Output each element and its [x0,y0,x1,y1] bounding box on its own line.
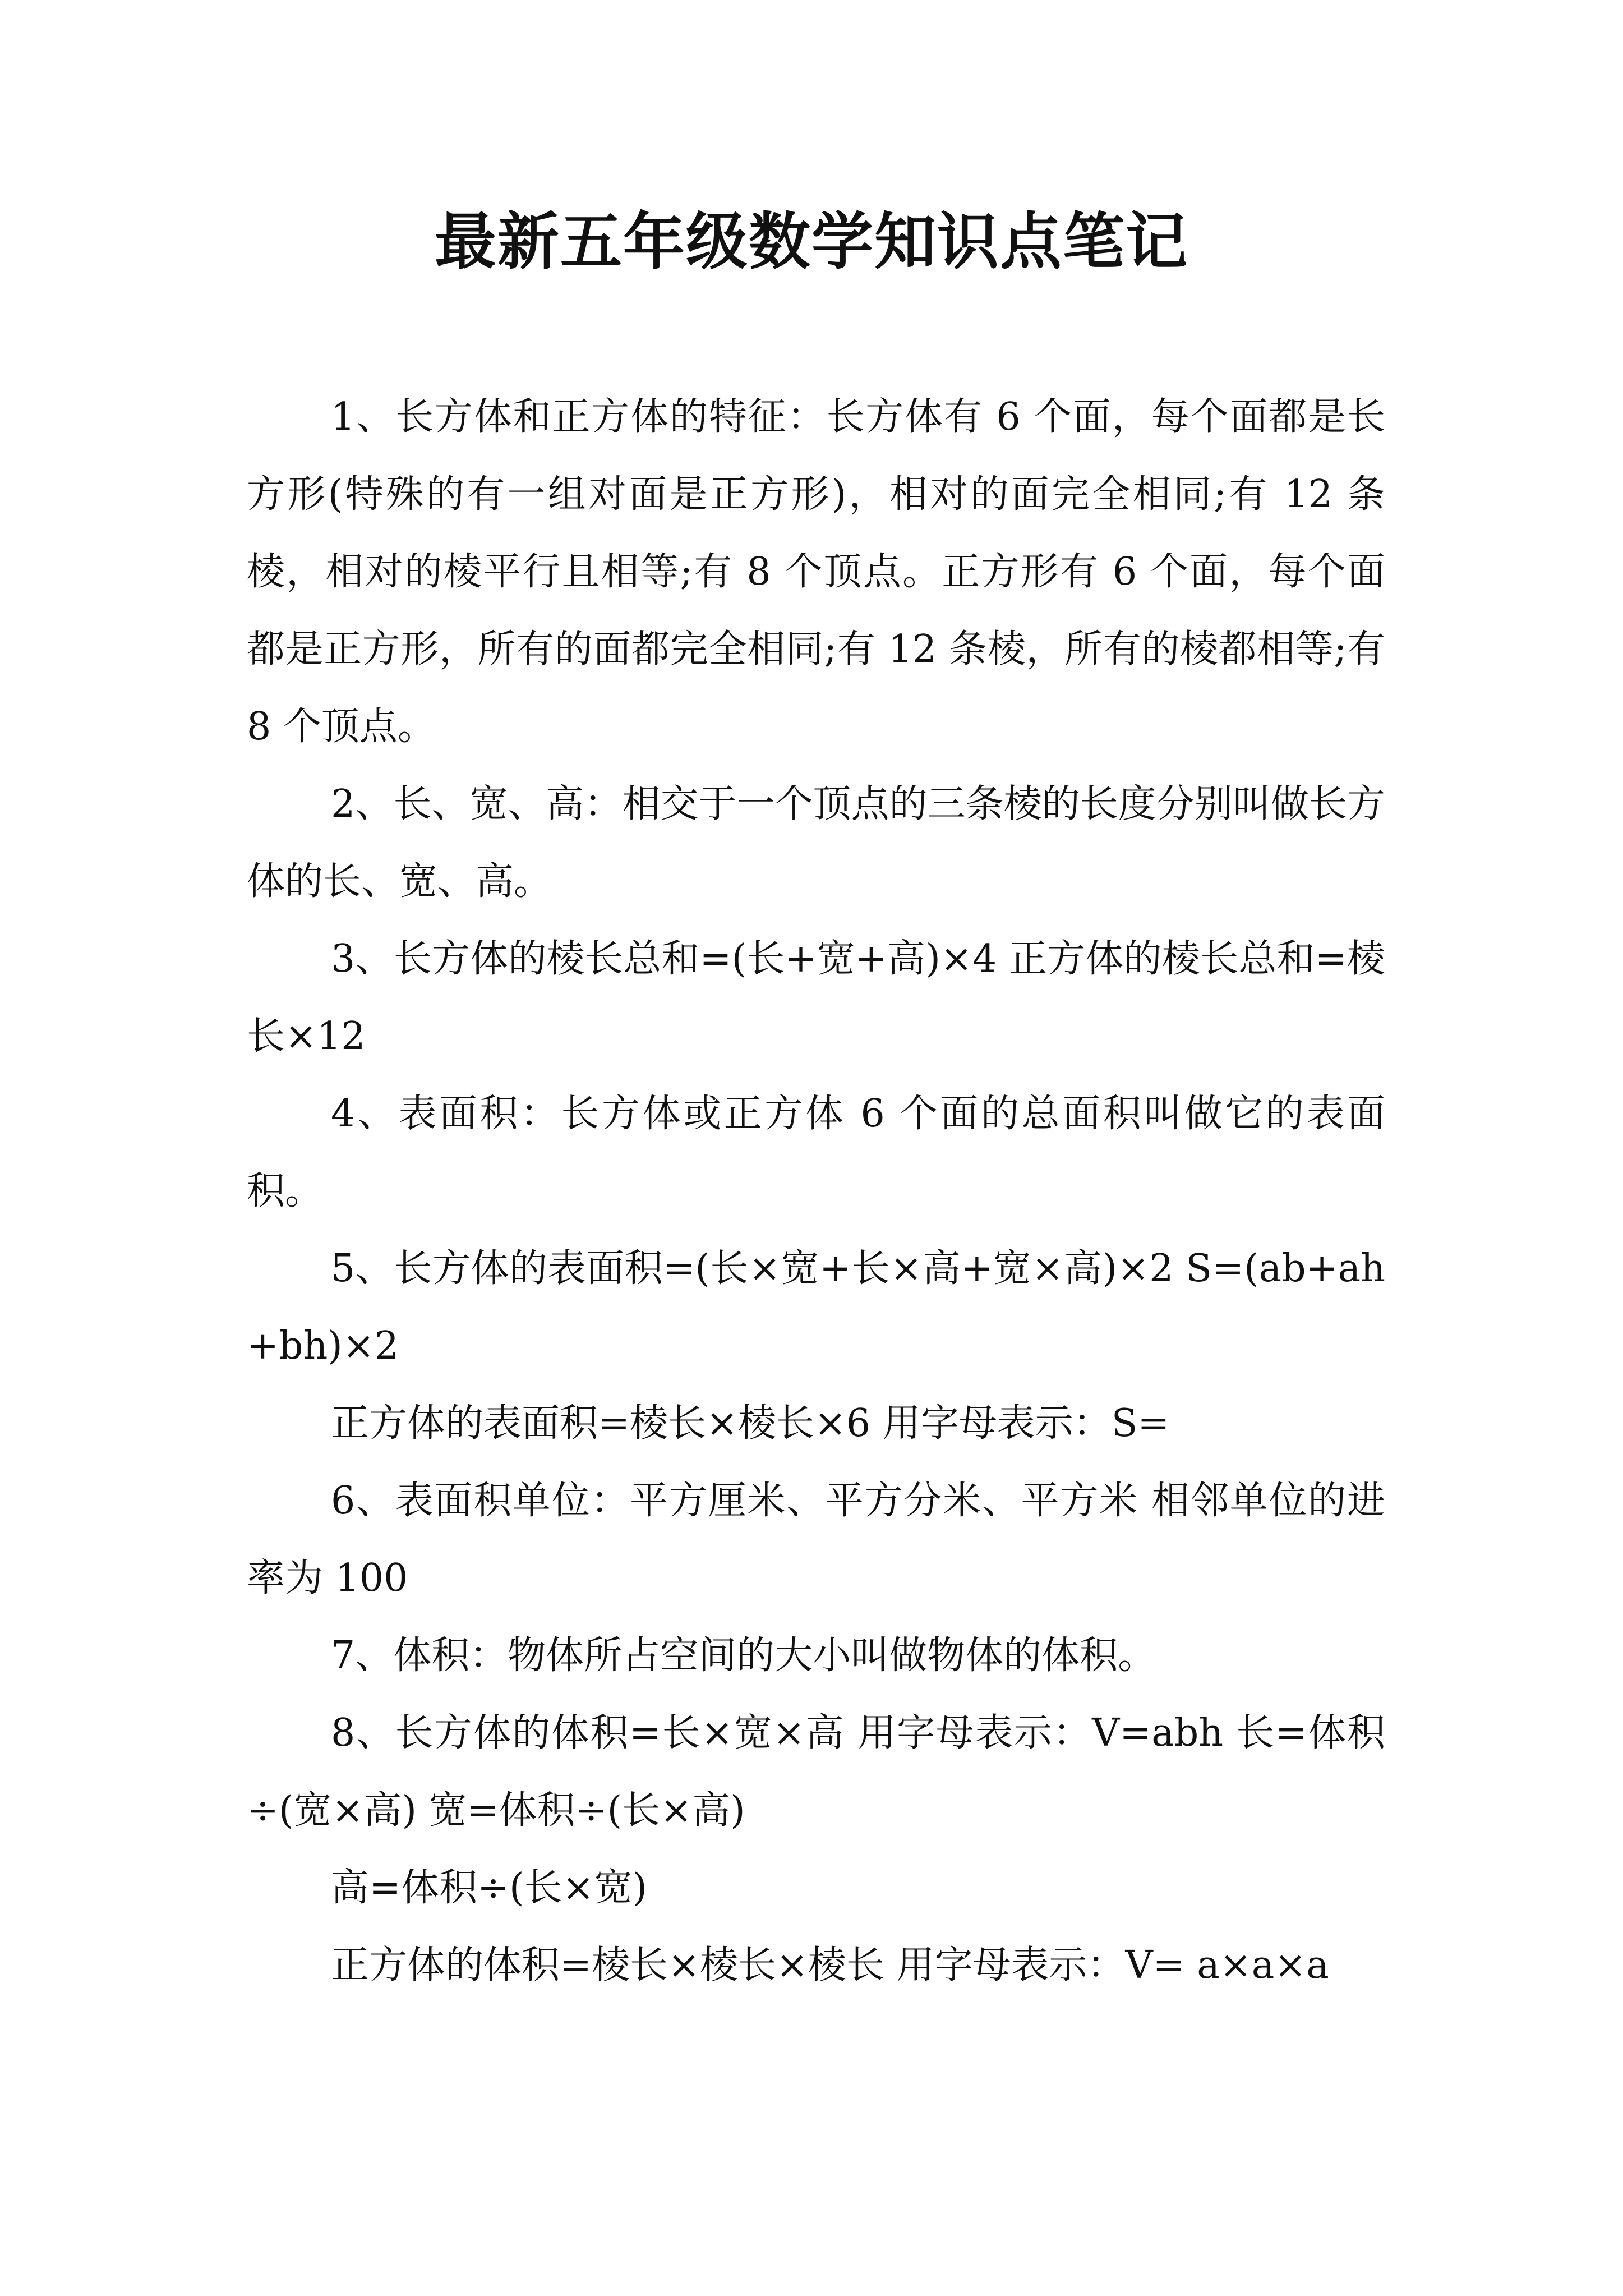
document-title: 最新五年级数学知识点笔记 [435,205,1188,278]
paragraph-8: 8、长方体的体积=长×宽×高 用字母表示：V=abh 长=体积÷(宽×高) 宽=体积÷(长×高) [247,1711,1385,1833]
paragraph-8-height-formula: 高=体积÷(长×宽) [331,1866,647,1910]
paragraph-5-cube-surface: 正方体的表面积=棱长×棱长×6 用字母表示：S= [331,1401,1170,1446]
paragraph-2: 2、长、宽、高：相交于一个顶点的三条棱的长度分别叫做长方体的长、宽、高。 [247,782,1385,904]
paragraph-1: 1、长方体和正方体的特征：长方体有 6 个面，每个面都是长方形(特殊的有一组对面是正方形)，相对的面完全相同;有 12 条棱，相对的棱平行且相等;有 8 个顶点。正方形有 6 个面，每个面都是正方形，所有的面都完全相同;有 12 条棱，所有的棱都相等;有 8 个顶点。 [247,395,1385,749]
paragraph-3: 3、长方体的棱长总和=(长+宽+高)×4 正方体的棱长总和=棱长×12 [247,937,1385,1059]
paragraph-7: 7、体积：物体所占空间的大小叫做物体的体积。 [331,1634,1156,1678]
paragraph-6: 6、表面积单位：平方厘米、平方分米、平方米 相邻单位的进率为 100 [247,1479,1385,1600]
paragraph-8-cube-volume: 正方体的体积=棱长×棱长×棱长 用字母表示：V= a×a×a [331,1943,1329,1987]
document-body [247,379,1385,2004]
paragraph-4: 4、表面积：长方体或正方体 6 个面的总面积叫做它的表面积。 [247,1092,1385,1213]
paragraph-5: 5、长方体的表面积=(长×宽+长×高+宽×高)×2 S=(ab+ah+bh)×2 [247,1246,1385,1368]
